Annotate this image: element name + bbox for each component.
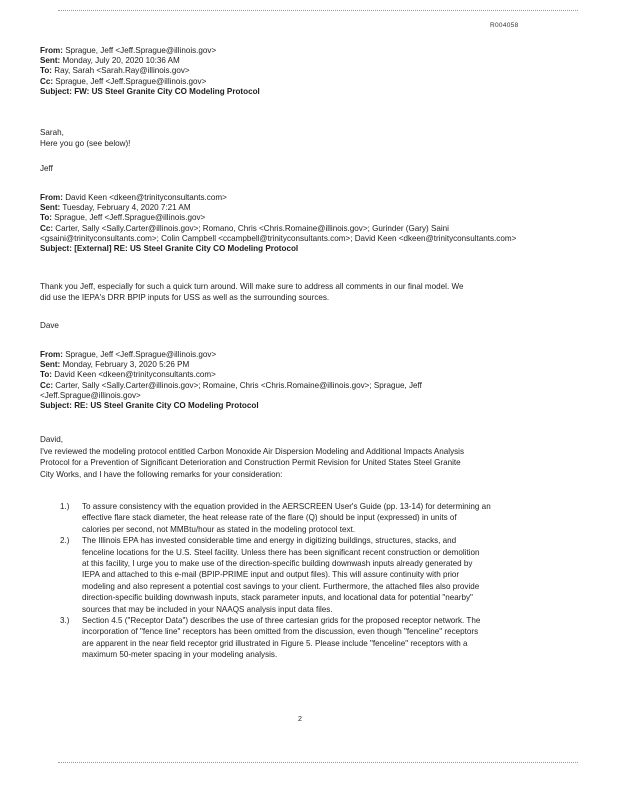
email1-to-label: To: bbox=[40, 66, 52, 76]
email2-from-label: From: bbox=[40, 193, 63, 202]
email2-body bbox=[40, 281, 568, 304]
remark-line: modeling and also represent a potential cost savings to your client. Furthermore, the attached files also provide bbox=[82, 581, 480, 591]
email3-from-label: From: bbox=[40, 350, 63, 359]
email1-from-label: From: bbox=[40, 46, 63, 55]
top-divider bbox=[58, 10, 578, 11]
email3-intro-line: City Works, and I have the following remarks for your consideration: bbox=[40, 469, 283, 479]
remark-line: direction-specific building downwash inputs, stack parameter inputs, and locational data for potential "nearby" bbox=[82, 593, 473, 603]
remark-number: 1.) bbox=[60, 502, 70, 511]
remark-item bbox=[60, 535, 560, 615]
email3-subject: RE: US Steel Granite City CO Modeling Protocol bbox=[74, 401, 259, 411]
email3-sent: Monday, February 3, 2020 5:26 PM bbox=[62, 360, 190, 370]
email3-header bbox=[40, 350, 580, 411]
email3-greeting: David, bbox=[40, 435, 63, 444]
remarks-list bbox=[60, 501, 560, 661]
email2-body-line: did use the IEPA's DRR BPIP inputs for USS as well as the surrounding sources. bbox=[40, 293, 330, 303]
remark-line: at this facility, I urge you to make use of the direction-specific building downwash inputs already generated by bbox=[82, 559, 473, 569]
email2-sent-label: Sent: bbox=[40, 203, 61, 213]
remark-number: 3.) bbox=[60, 616, 70, 626]
email3-from[interactable]: Sprague, Jeff <Jeff.Sprague@illinois.gov> bbox=[65, 350, 217, 359]
remark-line: The Illinois EPA has invested considerable time and energy in digitizing buildings, structures, stacks, and bbox=[82, 536, 457, 546]
email3-intro bbox=[40, 446, 568, 480]
remark-line: sources that may be included in your NAAQS analysis input data files. bbox=[82, 604, 333, 614]
email3-cc-line1[interactable]: Carter, Sally <Sally.Carter@illinois.gov>; Romaine, Chris <Chris.Romaine@illinois.gov>; Sprague, Jeff bbox=[55, 380, 422, 390]
email3-to[interactable]: David Keen <dkeen@trinityconsultants.com> bbox=[54, 370, 216, 380]
email2-to-label: To: bbox=[40, 213, 52, 223]
email3-intro-line: I've reviewed the modeling protocol entitled Carbon Monoxide Air Dispersion Modeling and Additional Impacts Analysis bbox=[40, 447, 465, 456]
remark-line: incorporation of "fence line" receptors has been omitted from the discussion, even though "fenceline" receptors bbox=[82, 627, 479, 637]
bates-number: R004058 bbox=[490, 22, 519, 29]
remark-line: are apparent in the near field receptor grid illustrated in Figure 5. Please include "fenceline" receptors with a bbox=[82, 638, 468, 648]
email2-header bbox=[40, 193, 580, 254]
email2-subject: [External] RE: US Steel Granite City CO Modeling Protocol bbox=[74, 244, 299, 254]
email3-cc-line2[interactable]: <Jeff.Sprague@illinois.gov> bbox=[40, 390, 141, 400]
email1-subject: FW: US Steel Granite City CO Modeling Protocol bbox=[74, 86, 260, 96]
remark-line: Section 4.5 ("Receptor Data") describes the use of three cartesian grids for the proposed receptor network. The bbox=[82, 616, 481, 626]
email2-to[interactable]: Sprague, Jeff <Jeff.Sprague@illinois.gov> bbox=[54, 213, 206, 223]
email3-subject-label: Subject: bbox=[40, 401, 72, 411]
page-number: 2 bbox=[298, 716, 302, 723]
email1-greeting: Sarah, bbox=[40, 128, 64, 137]
email1-from[interactable]: Sprague, Jeff <Jeff.Sprague@illinois.gov> bbox=[65, 46, 217, 55]
email2-subject-label: Subject: bbox=[40, 244, 72, 254]
email2-cc-label: Cc: bbox=[40, 223, 54, 233]
email2-cc-line1[interactable]: Carter, Sally <Sally.Carter@illinois.gov>; Romano, Chris <Chris.Romaine@illinois.gov>; Gurinder (Gary) Saini bbox=[55, 223, 449, 233]
remark-number: 2.) bbox=[60, 536, 70, 546]
email1-signoff: Jeff bbox=[40, 164, 53, 173]
email1-header bbox=[40, 46, 580, 97]
email1-subject-label: Subject: bbox=[40, 86, 72, 96]
remark-line: fenceline locations for the U.S. Steel facility. Unless there has been significant recent construction or demolition bbox=[82, 547, 480, 557]
email2-cc-line2[interactable]: <gsaini@trinityconsultants.com>; Colin Campbell <ccampbell@trinityconsultants.com>; David Keen <dkeen@trinityconsultants.com> bbox=[40, 233, 517, 243]
bottom-divider bbox=[58, 762, 578, 763]
remark-line: effective flare stack diameter, the heat release rate of the flare (Q) should be input (expressed) in units of bbox=[82, 513, 457, 523]
email1-body bbox=[40, 127, 568, 150]
remark-line: IEPA and attached to this e-mail (BPIP-PRIME input and output files). This will assure continuity with prior bbox=[82, 570, 460, 580]
remark-line: To assure consistency with the equation provided in the AERSCREEN User's Guide (pp. 13-14) for determining an bbox=[82, 502, 491, 511]
email3-to-label: To: bbox=[40, 370, 52, 380]
email3-sent-label: Sent: bbox=[40, 360, 61, 370]
remark-item bbox=[60, 615, 560, 661]
remark-item bbox=[60, 501, 560, 535]
email1-sent: Monday, July 20, 2020 10:36 AM bbox=[62, 56, 180, 66]
email3-intro-line: Protocol for a Prevention of Significant Deterioration and Construction Permit Revision for United States Steel Granite bbox=[40, 458, 461, 468]
remark-line: maximum 50-meter spacing in your modeling analysis. bbox=[82, 650, 278, 660]
remark-line: calories per second, not MMBtu/hour as stated in the modeling protocol text. bbox=[82, 524, 356, 534]
email1-cc[interactable]: Sprague, Jeff <Jeff.Sprague@illinois.gov> bbox=[55, 76, 207, 86]
email2-sent: Tuesday, February 4, 2020 7:21 AM bbox=[62, 203, 191, 213]
email2-body-line: Thank you Jeff, especially for such a quick turn around. Will make sure to address all comments in our final model. We bbox=[40, 282, 464, 291]
email2-from[interactable]: David Keen <dkeen@trinityconsultants.com> bbox=[65, 193, 227, 202]
email1-sent-label: Sent: bbox=[40, 56, 61, 66]
email1-to[interactable]: Ray, Sarah <Sarah.Ray@illinois.gov> bbox=[54, 66, 190, 76]
email1-text: Here you go (see below)! bbox=[40, 139, 131, 149]
email2-signoff: Dave bbox=[40, 321, 59, 330]
email3-cc-label: Cc: bbox=[40, 380, 54, 390]
email1-cc-label: Cc: bbox=[40, 76, 54, 86]
